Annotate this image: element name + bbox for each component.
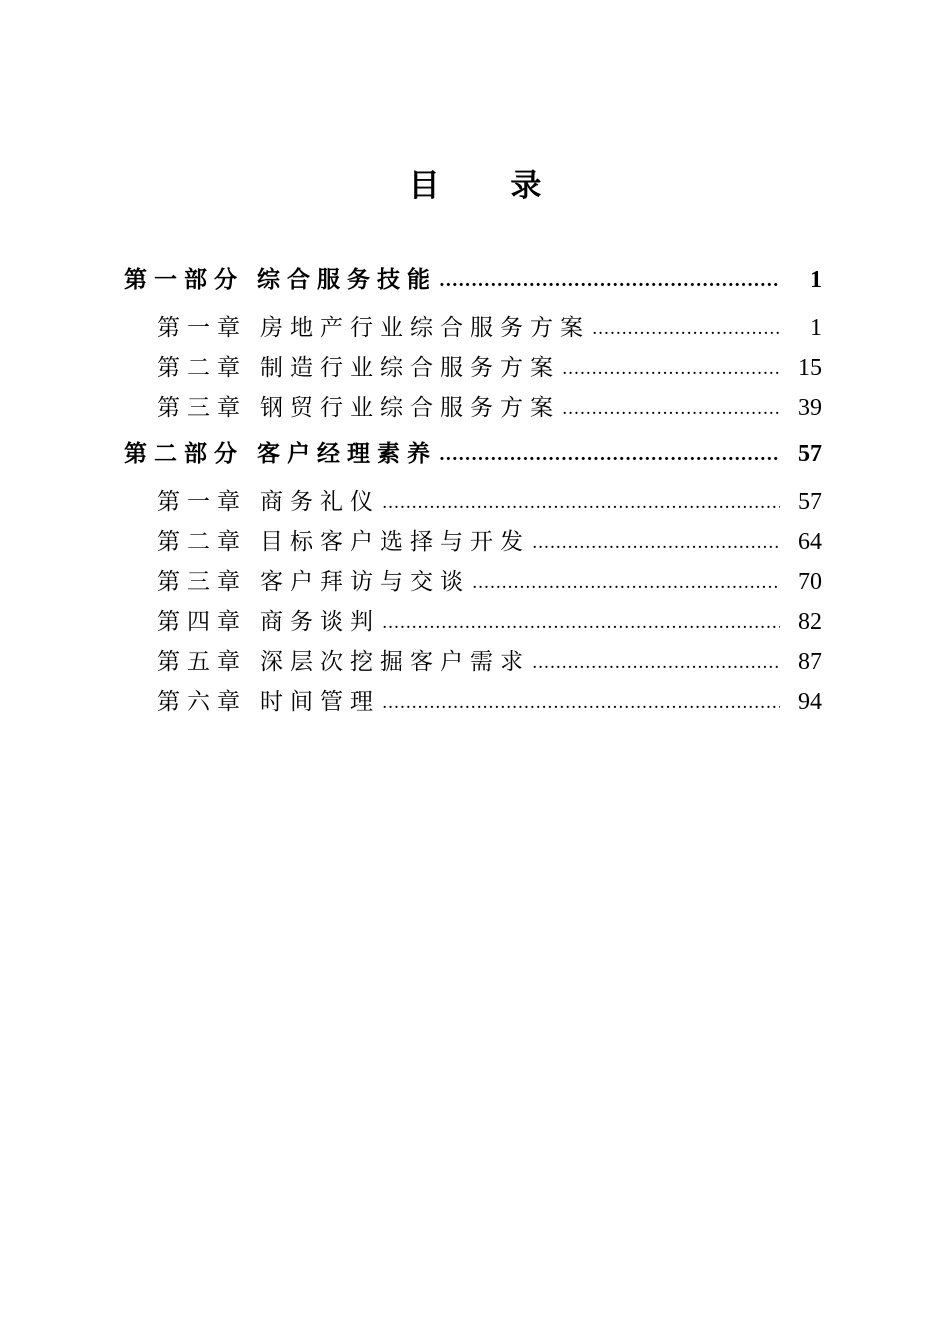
chapter-label: 第三章 (157, 395, 247, 421)
chapter-title: 商务礼仪 (260, 489, 380, 515)
dot-leader (439, 259, 780, 303)
dot-leader (532, 643, 780, 682)
chapter-title: 时间管理 (260, 689, 380, 715)
chapter-page-number: 57 (798, 489, 822, 515)
toc-part-1[interactable] (124, 258, 822, 308)
chapter-page-number: 82 (798, 609, 822, 635)
chapter-title: 深层次挖掘客户需求 (260, 649, 530, 675)
toc-chapter[interactable] (124, 602, 822, 642)
toc-chapter[interactable] (124, 482, 822, 522)
part-page-number: 1 (810, 267, 822, 293)
part-page-number: 57 (798, 441, 822, 467)
toc-chapter[interactable] (124, 308, 822, 348)
chapter-page-number: 1 (810, 315, 822, 341)
chapter-page-number: 70 (798, 569, 822, 595)
chapter-label: 第五章 (157, 649, 247, 675)
table-of-contents (124, 258, 822, 722)
chapter-label: 第一章 (157, 315, 247, 341)
chapter-label: 第二章 (157, 355, 247, 381)
chapter-page-number: 87 (798, 649, 822, 675)
chapter-title: 制造行业综合服务方案 (260, 355, 560, 381)
chapter-title: 目标客户选择与开发 (260, 529, 530, 555)
part-label: 第二部分 (124, 440, 244, 467)
chapter-label: 第四章 (157, 609, 247, 635)
dot-leader (562, 349, 780, 388)
chapter-page-number: 64 (798, 529, 822, 555)
part-title: 客户经理素养 (257, 440, 437, 467)
toc-chapter[interactable] (124, 682, 822, 722)
chapter-title: 商务谈判 (260, 609, 380, 635)
chapter-title: 钢贸行业综合服务方案 (260, 395, 560, 421)
chapter-title: 客户拜访与交谈 (260, 569, 470, 595)
part-title: 综合服务技能 (257, 266, 437, 293)
dot-leader (382, 483, 780, 522)
toc-chapter[interactable] (124, 642, 822, 682)
dot-leader (592, 309, 780, 348)
toc-chapter[interactable] (124, 562, 822, 602)
chapter-label: 第一章 (157, 489, 247, 515)
toc-chapter[interactable] (124, 522, 822, 562)
toc-part-2[interactable] (124, 432, 822, 482)
toc-chapter[interactable] (124, 348, 822, 388)
chapter-label: 第三章 (157, 569, 247, 595)
chapter-page-number: 39 (798, 395, 822, 421)
chapter-title: 房地产行业综合服务方案 (260, 315, 590, 341)
chapter-page-number: 15 (798, 355, 822, 381)
dot-leader (382, 683, 780, 722)
dot-leader (562, 389, 780, 429)
chapter-label: 第二章 (157, 529, 247, 555)
chapter-label: 第六章 (157, 689, 247, 715)
dot-leader (472, 563, 780, 602)
dot-leader (439, 433, 780, 477)
toc-title: 目 录 (408, 168, 572, 204)
chapter-page-number: 94 (798, 689, 822, 715)
dot-leader (382, 603, 780, 642)
dot-leader (532, 523, 780, 562)
part-label: 第一部分 (124, 266, 244, 293)
toc-chapter[interactable] (124, 388, 822, 432)
